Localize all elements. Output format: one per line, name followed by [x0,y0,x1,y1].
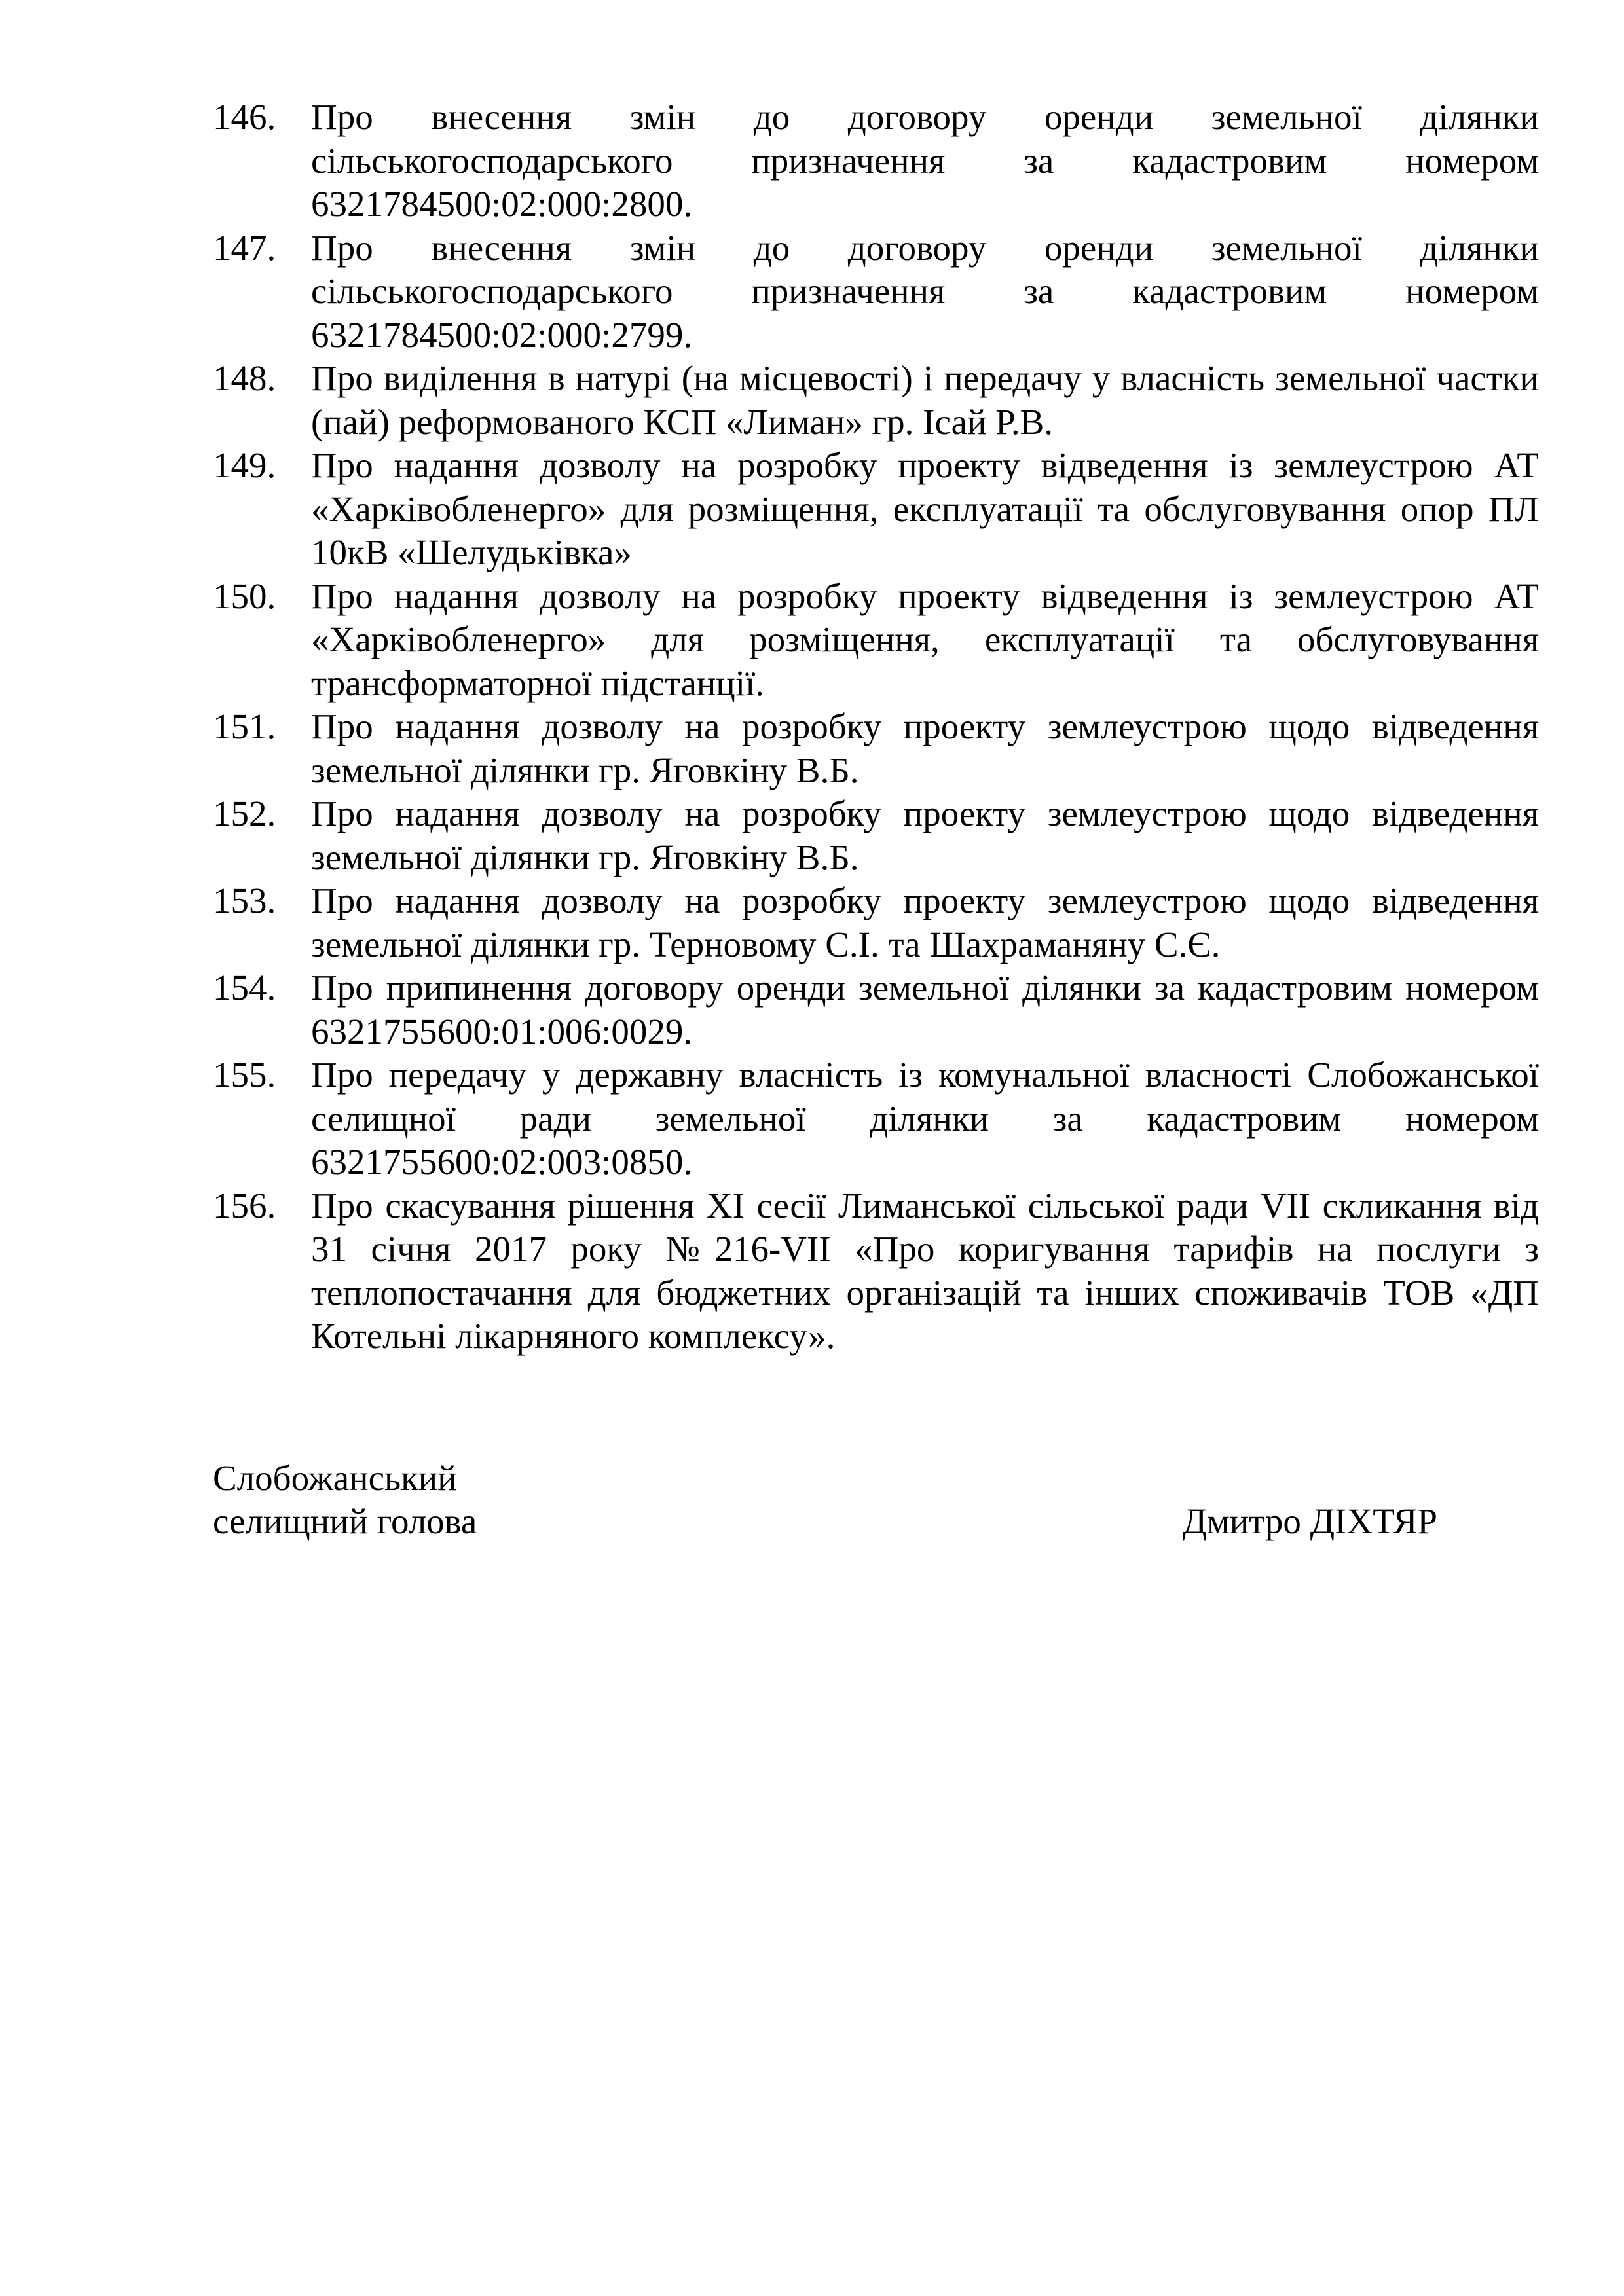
agenda-item-text: Про надання дозволу на розробку проекту відведення із землеустрою АТ «Харківобленерго» для розміщення, експлуатації та обслуговування трансформаторної підстанції. [311,575,1539,703]
agenda-item-number: 152. [213,793,276,833]
agenda-item-number: 154. [213,968,276,1008]
agenda-item [213,1053,1539,1184]
agenda-item-number: 155. [213,1055,276,1095]
agenda-item [213,792,1539,879]
agenda-list [213,96,1539,1358]
agenda-item-text: Про виділення в натурі (на місцевості) і передачу у власність земельної частки (пай) реформованого КСП «Лиман» гр. Ісай Р.В. [311,358,1539,442]
agenda-item-text: Про внесення змін до договору оренди земельної ділянки сільськогосподарського призначення за кадастровим номером 6321784500:02:000:2799. [311,227,1539,355]
agenda-item-text: Про надання дозволу на розробку проекту землеустрою щодо відведення земельної ділянки гр. Яговкіну В.Б. [311,793,1539,877]
agenda-item [213,705,1539,792]
agenda-item-number: 153. [213,881,276,920]
agenda-item-text: Про надання дозволу на розробку проекту відведення із землеустрою АТ «Харківобленерго» для розміщення, експлуатації та обслуговування опор ПЛ 10кВ «Шелудьківка» [311,445,1539,572]
agenda-item [213,1184,1539,1358]
agenda-item [213,575,1539,706]
agenda-item-text: Про надання дозволу на розробку проекту землеустрою щодо відведення земельної ділянки гр. Терновому С.І. та Шахраманяну С.Є. [311,881,1539,964]
agenda-item-number: 149. [213,445,276,485]
agenda-item-number: 146. [213,97,276,137]
agenda-item [213,879,1539,966]
agenda-item [213,966,1539,1053]
agenda-item [213,444,1539,575]
agenda-item-text: Про внесення змін до договору оренди земельної ділянки сільськогосподарського призначення за кадастровим номером 6321784500:02:000:2800. [311,97,1539,224]
agenda-item-text: Про передачу у державну власність із комунальної власності Слобожанської селищної ради земельної ділянки за кадастровим номером 6321755600:02:003:0850. [311,1055,1539,1182]
agenda-item-text: Про надання дозволу на розробку проекту землеустрою щодо відведення земельної ділянки гр. Яговкіну В.Б. [311,706,1539,790]
signatory-name: Дмитро ДІХТЯР [1182,1501,1437,1541]
agenda-item [213,96,1539,227]
agenda-item-text: Про скасування рішення XI сесії Лиманської сільської ради VII скликання від 31 січня 2017 року №216-VII «Про коригування тарифів на послуги з теплопостачання для бюджетних організацій та інших споживачів ТОВ «ДП Котельні лікарняного комплексу». [311,1185,1539,1356]
signatory-title [213,1457,477,1543]
signatory-title-line-2: селищний голова [213,1501,477,1541]
agenda-item-number: 147. [213,227,276,268]
agenda-item-number: 151. [213,706,276,746]
agenda-item [213,227,1539,357]
agenda-item [213,357,1539,444]
agenda-item-number: 148. [213,358,276,398]
agenda-item-number: 156. [213,1185,276,1226]
agenda-item-text: Про припинення договору оренди земельної ділянки за кадастровим номером 6321755600:01:006:0029. [311,968,1539,1051]
agenda-item-number: 150. [213,575,276,616]
signature-block [213,1457,1437,1543]
signatory-title-line-1: Слобожанський [213,1458,457,1498]
